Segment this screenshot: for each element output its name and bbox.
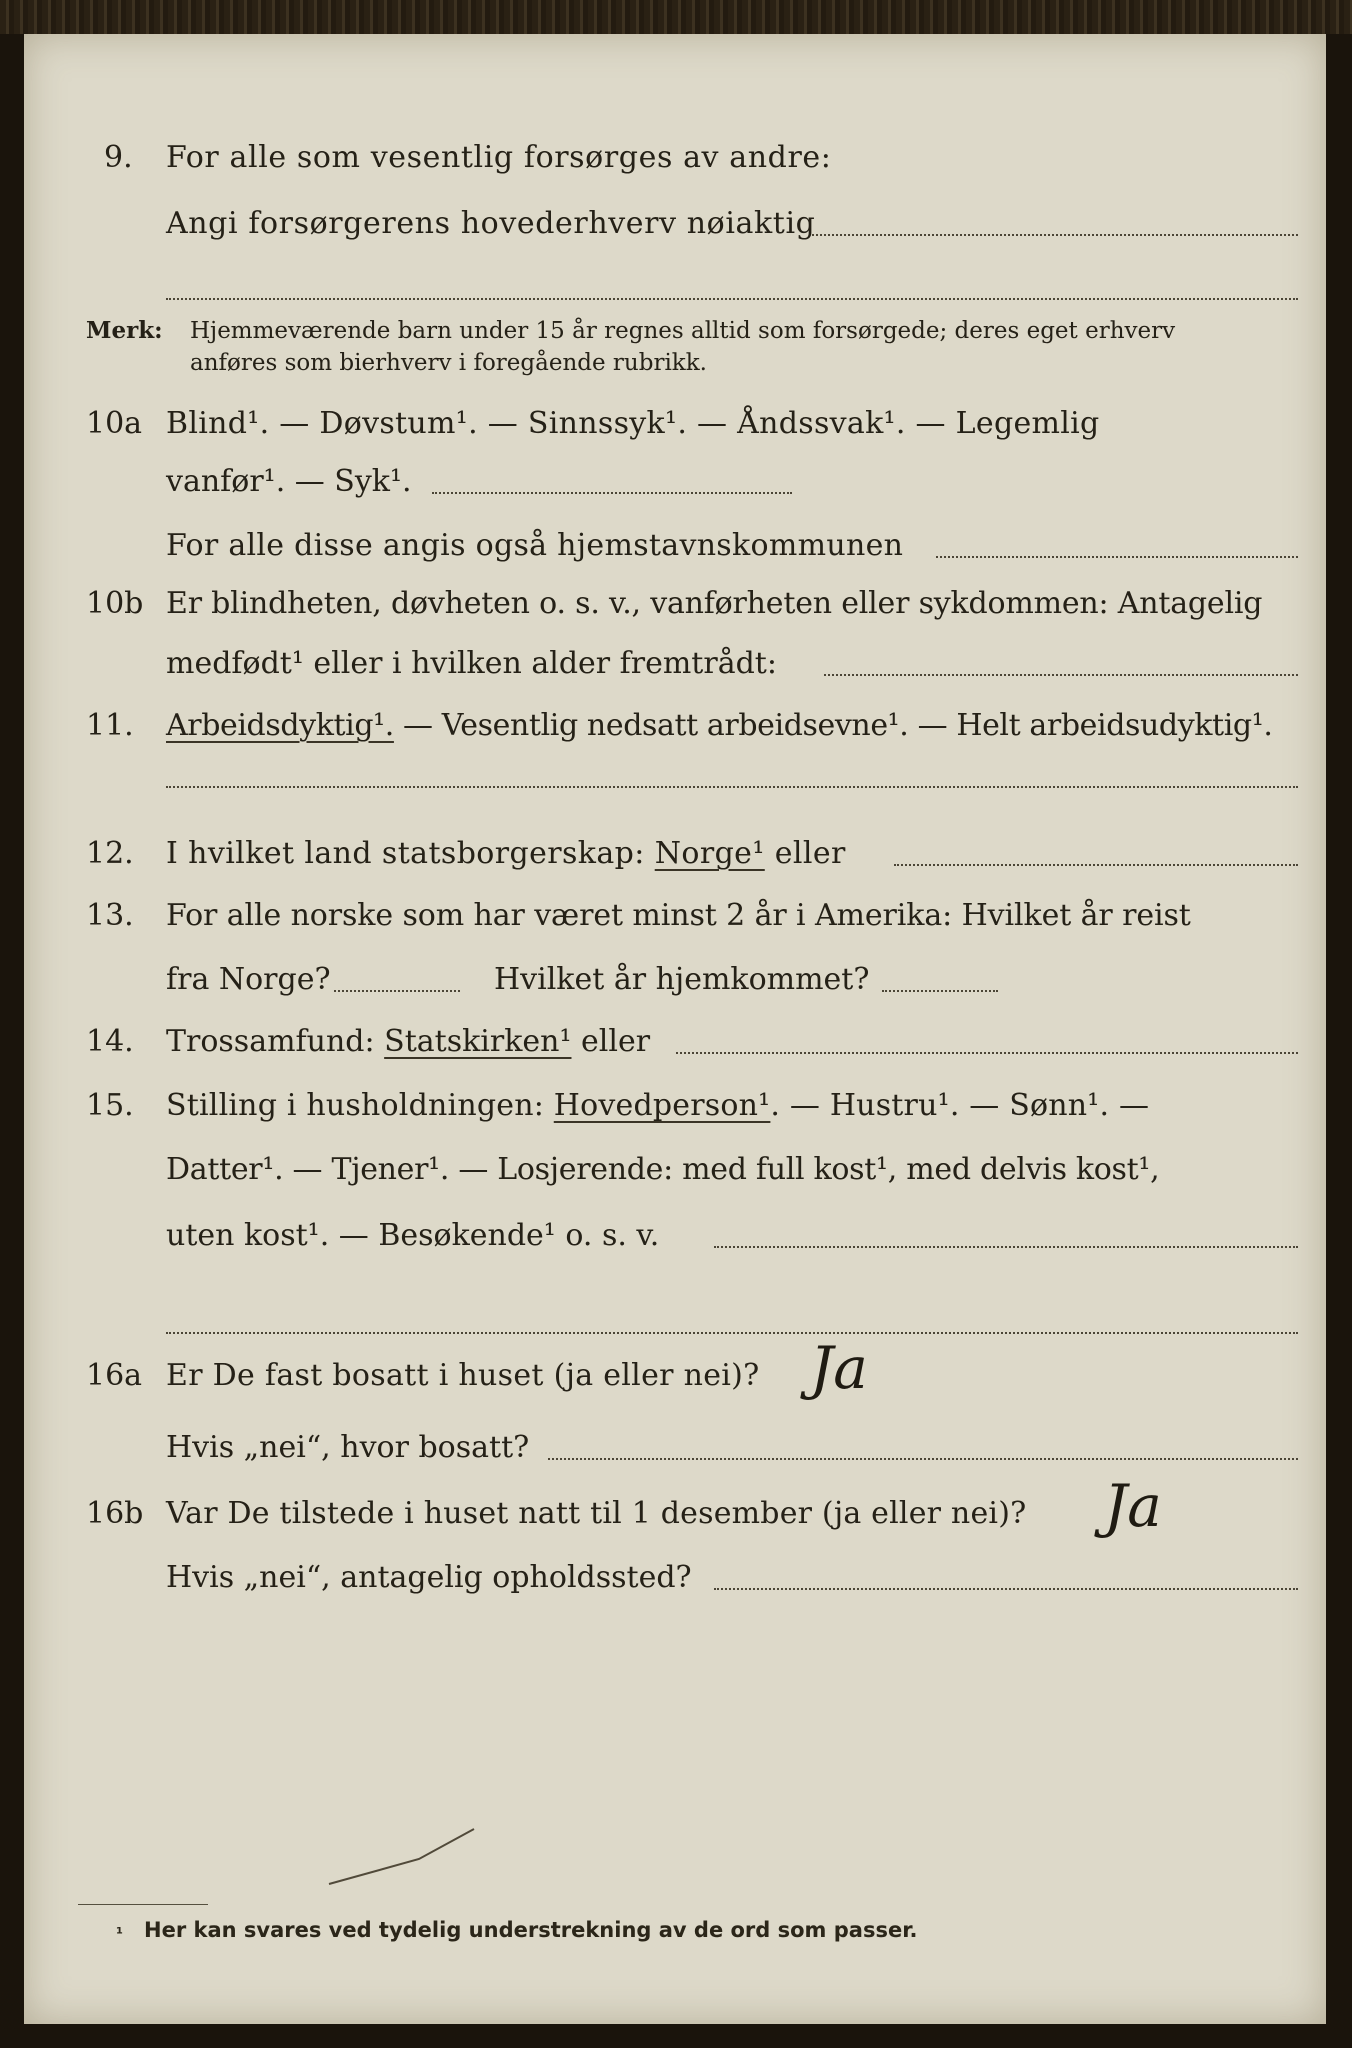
- q16b-handwritten-answer: Ja: [1104, 1472, 1162, 1540]
- item-number-16b: 16b: [86, 1496, 144, 1531]
- q12-prompt: I hvilket land statsborgerskap:: [166, 836, 645, 871]
- q14-answer-line[interactable]: [676, 1052, 1298, 1054]
- item-number-15: 15.: [86, 1088, 134, 1123]
- note-text-line1: Hjemmeværende barn under 15 år regnes alltid som forsørgede; deres eget erhverv: [190, 318, 1176, 344]
- note-text-line2: anføres som bierhverv i foregående rubrikk.: [190, 350, 707, 376]
- q13-return-prompt: Hvilket år hjemkommet?: [494, 962, 870, 997]
- q9-question: For alle som vesentlig forsørges av andre:: [166, 140, 832, 175]
- q15-selected-option[interactable]: Hovedperson¹: [553, 1088, 771, 1123]
- q14-tail: eller: [571, 1024, 651, 1059]
- q16b-whereabouts-prompt: Hvis „nei“, antagelig opholdssted?: [166, 1560, 692, 1595]
- q10a-answer-line[interactable]: [432, 492, 792, 494]
- q10b-answer-line[interactable]: [824, 674, 1298, 676]
- q12-tail: eller: [764, 836, 846, 871]
- q10b-question-cont: medfødt¹ eller i hvilken alder fremtrådt:: [166, 646, 777, 681]
- q10a-conditions-cont: vanfør¹. — Syk¹.: [166, 464, 412, 499]
- q14-prompt: Trossamfund:: [166, 1024, 375, 1059]
- q16b-presence-question: Var De tilstede i huset natt til 1 desember (ja eller nei)?: [166, 1496, 1027, 1531]
- q15-options-line3: uten kost¹. — Besøkende¹ o. s. v.: [166, 1218, 660, 1253]
- q16a-handwritten-answer: Ja: [810, 1334, 868, 1402]
- item-number-13: 13.: [86, 898, 134, 933]
- q13-departure-prompt: fra Norge?: [166, 962, 331, 997]
- q15-other-options: . — Hustru¹. — Sønn¹. —: [770, 1088, 1150, 1123]
- q15-prompt: Stilling i husholdningen:: [166, 1088, 554, 1123]
- q10a-conditions: Blind¹. — Døvstum¹. — Sinnssyk¹. — Åndssvak¹. — Legemlig: [166, 406, 1100, 441]
- item-number-14: 14.: [86, 1024, 134, 1059]
- q11-other-options: — Vesentlig nedsatt arbeidsevne¹. — Helt arbeidsudyktig¹.: [393, 708, 1273, 743]
- item-number-12: 12.: [86, 836, 134, 871]
- item-number-10a: 10a: [86, 406, 143, 441]
- pencil-stroke-mark: [324, 1824, 484, 1894]
- q15-answer-line[interactable]: [714, 1246, 1298, 1248]
- q13-america-question: For alle norske som har været minst 2 år i Amerika: Hvilket år reist: [166, 898, 1191, 933]
- footnote-mark: ¹: [116, 1924, 124, 1943]
- q12-selected-option[interactable]: Norge¹: [654, 836, 765, 871]
- census-form-page: [24, 34, 1326, 2024]
- q16a-answer-line[interactable]: [548, 1458, 1298, 1460]
- q13-departure-year-line[interactable]: [334, 990, 460, 992]
- q14-religion: [166, 1024, 650, 1060]
- item-number-10b: 10b: [86, 586, 144, 621]
- q9-answer-line-2[interactable]: [166, 298, 1298, 300]
- note-label: Merk:: [86, 317, 163, 344]
- item-number-11: 11.: [86, 708, 134, 743]
- q12-answer-line[interactable]: [894, 864, 1298, 866]
- q10a-municipality-line[interactable]: [936, 556, 1298, 558]
- q11-selected-option[interactable]: Arbeidsdyktig¹.: [166, 708, 394, 743]
- q16a-residence-question: Er De fast bosatt i huset (ja eller nei)?: [166, 1358, 760, 1393]
- q15-options-line2: Datter¹. — Tjener¹. — Losjerende: med full kost¹, med delvis kost¹,: [166, 1152, 1160, 1187]
- q10b-question: Er blindheten, døvheten o. s. v., vanførheten eller sykdommen: Antagelig: [166, 586, 1263, 621]
- footnote-rule: [78, 1904, 208, 1905]
- q9-answer-line[interactable]: [812, 234, 1298, 236]
- item-number-16a: 16a: [86, 1358, 143, 1393]
- q14-selected-option[interactable]: Statskirken¹: [384, 1024, 572, 1059]
- q10a-home-municipality-prompt: For alle disse angis også hjemstavnskommunen: [166, 528, 904, 563]
- q13-return-year-line[interactable]: [882, 990, 998, 992]
- q11-work-capacity: [166, 708, 1272, 744]
- q16a-residence-prompt: Hvis „nei“, hvor bosatt?: [166, 1430, 530, 1465]
- q16b-answer-line[interactable]: [714, 1588, 1298, 1590]
- top-edge-strip: [0, 0, 1352, 34]
- item-number-9: 9.: [104, 140, 133, 175]
- q12-citizenship: [166, 836, 846, 872]
- q11-answer-line[interactable]: [166, 786, 1298, 788]
- footnote-text: Her kan svares ved tydelig understrekning av de ord som passer.: [144, 1918, 918, 1942]
- q9-occupation-prompt: Angi forsørgerens hovederhverv nøiaktig: [166, 206, 816, 241]
- q15-answer-line-2[interactable]: [166, 1332, 1298, 1334]
- q15-household-position: [166, 1088, 1149, 1124]
